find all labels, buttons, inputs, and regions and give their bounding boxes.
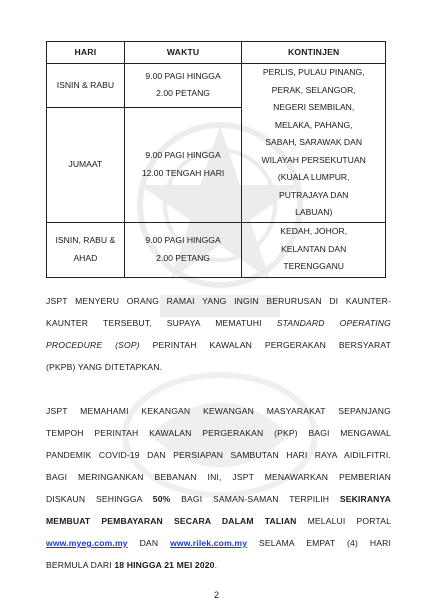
paragraph-line — [46, 312, 391, 334]
table-row — [47, 222, 386, 277]
text-run: DISKAUN SEHINGGA — [46, 494, 153, 504]
cell-text: (KUALA LUMPUR, — [277, 172, 350, 182]
cell-text: 12.00 TENGAH HARI — [141, 167, 225, 178]
paragraph-line — [46, 532, 391, 554]
text-run: SELAMA EMPAT (4) HARI — [247, 538, 391, 548]
page-number: 2 — [213, 590, 219, 600]
cell-kontinjen — [242, 64, 386, 223]
cell-text: LABUAN) — [295, 207, 333, 217]
paragraph-line: TEMPOH PERINTAH KAWALAN PERGERAKAN (PKP) BAGI MENGAWAL — [46, 428, 391, 438]
cell-hari — [47, 222, 125, 277]
text-run: BERMULA DARI — [46, 560, 115, 570]
cell-waktu — [124, 64, 242, 108]
cell-hari — [47, 64, 125, 108]
text-run: DAN — [127, 538, 171, 548]
cell-waktu — [124, 222, 242, 277]
cell-text: JUMAAT — [68, 158, 103, 169]
cell-text: KEDAH, JOHOR, — [280, 226, 348, 237]
text-run-bold: 50% — [152, 494, 171, 504]
paragraph-line: (PKPB) YANG DITETAPKAN. — [46, 362, 163, 372]
text-run: BAGI SAMAN-SAMAN TERPILIH — [170, 494, 340, 504]
table-header-row — [47, 42, 386, 64]
text-run: KAUNTER TERSEBUT, SUPAYA MEMATUHI — [46, 318, 277, 328]
cell-kontinjen — [242, 222, 386, 277]
text-run-italic: PROCEDURE (SOP) — [46, 340, 140, 350]
header-waktu: WAKTU — [124, 42, 242, 64]
paragraph-line: BAGI MERINGANKAN BEBANAN INI, JSPT MENAWARKAN PEMBERIAN — [46, 472, 391, 482]
cell-text: ISNIN, RABU & — [55, 235, 116, 245]
paragraph-line — [46, 488, 391, 510]
cell-text: 2.00 PETANG — [156, 252, 210, 263]
header-hari: HARI — [47, 42, 125, 64]
cell-waktu — [124, 107, 242, 222]
table-row — [47, 64, 386, 108]
text-run-bold: MEMBUAT PEMBAYARAN SECARA DALAM TALIAN — [46, 516, 297, 526]
paragraph-line: JSPT MENYERU ORANG RAMAI YANG INGIN BERURUSAN DI KAUNTER- — [46, 296, 391, 306]
cell-text: ISNIN & RABU — [56, 79, 115, 90]
header-kontinjen: KONTINJEN — [242, 42, 386, 64]
cell-text: AHAD — [73, 252, 98, 263]
cell-text: PERAK, SELANGOR, — [271, 84, 356, 95]
schedule-table — [46, 41, 386, 278]
paragraph-sop-notice — [46, 290, 391, 378]
text-run: PERINTAH KAWALAN PERGERAKAN BERSYARAT — [139, 340, 392, 350]
cell-text: KELANTAN DAN — [281, 243, 347, 254]
text-run-bold: SEKIRANYA — [339, 494, 391, 504]
cell-text: SABAH, SARAWAK DAN — [265, 137, 363, 147]
cell-text: PUTRAJAYA DAN — [278, 189, 349, 200]
rilek-link[interactable]: www.rilek.com.my — [170, 538, 248, 548]
paragraph-discount-notice — [46, 400, 391, 576]
text-run-italic: STANDARD OPERATING — [276, 318, 391, 328]
cell-text: 9.00 PAGI HINGGA — [145, 70, 221, 81]
cell-text: PERLIS, PULAU PINANG, — [262, 67, 365, 77]
paragraph-line — [46, 334, 391, 356]
text-run: MELALUI PORTAL — [296, 516, 392, 526]
cell-hari — [47, 107, 125, 222]
paragraph-line: PANDEMIK COVID-19 DAN PERSIAPAN SAMBUTAN HARI RAYA AIDILFITRI. — [46, 450, 391, 460]
cell-text: 9.00 PAGI HINGGA — [145, 150, 221, 161]
text-run-bold: 18 HINGGA 21 MEI 2020 — [114, 560, 215, 570]
paragraph-line — [46, 554, 391, 576]
cell-text: 9.00 PAGI HINGGA — [145, 235, 221, 245]
myeg-link[interactable]: www.myeg.com.my — [46, 538, 128, 548]
cell-text: 2.00 PETANG — [156, 88, 210, 99]
paragraph-line — [46, 510, 391, 532]
paragraph-line: JSPT MEMAHAMI KEKANGAN KEWANGAN MASYARAKAT SEPANJANG — [46, 406, 391, 416]
cell-text: TERENGGANU — [283, 261, 344, 272]
cell-text: NEGERI SEMBILAN, — [273, 102, 355, 112]
cell-text: MELAKA, PAHANG, — [274, 119, 353, 130]
text-run: . — [214, 560, 218, 570]
cell-text: WILAYAH PERSEKUTUAN — [261, 154, 366, 165]
